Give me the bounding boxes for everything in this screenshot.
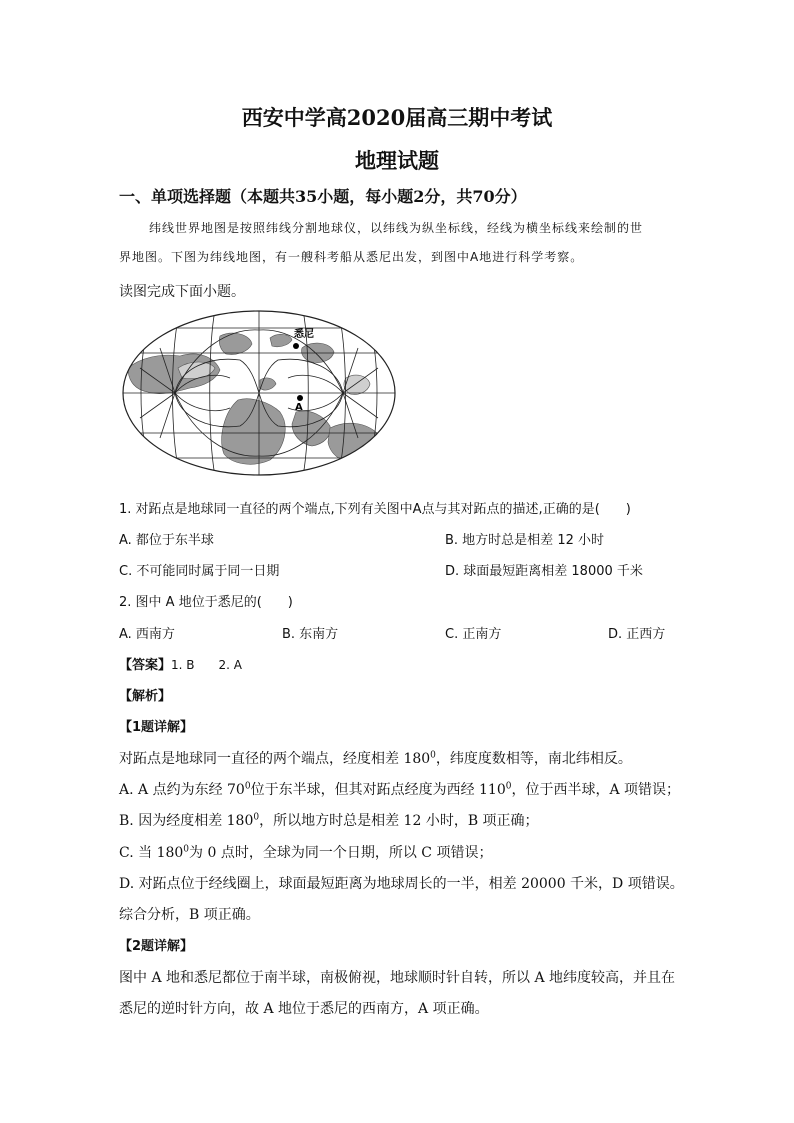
page-title: 西安中学高2020届高三期中考试 — [241, 105, 553, 130]
question-1-option-d: D. 球面最短距离相差 18000 千米 — [445, 564, 643, 579]
question-1-stem: 1. 对跖点是地球同一直径的两个端点,下列有关图中A点与其对跖点的描述,正确的是( ) — [119, 502, 631, 517]
question-2-option-d: D. 正西方 — [608, 627, 666, 642]
analysis-q1-line-6: 综合分析，B 项正确。 — [119, 907, 260, 923]
analysis-label: 【解析】 — [119, 689, 172, 704]
analysis-q1-line-1: 对跖点是地球同一直径的两个端点，经度相差 $180^0$，纬度度数相等，南北纬相反。 — [119, 750, 632, 767]
answer-label: 【答案】 — [119, 658, 172, 673]
sydney-point-icon — [293, 343, 299, 349]
intro-line-1: 纬线世界地图是按照纬线分割地球仪，以纬线为纵坐标线，经线为横坐标线来绘制的世 — [149, 221, 644, 235]
question-1-option-b: B. 地方时总是相差 12 小时 — [445, 533, 604, 548]
answer-row — [119, 654, 242, 673]
intro-line-3: 读图完成下面小题。 — [119, 284, 245, 300]
intro-line-2: 界地图。下图为纬线地图，有一艘科考船从悉尼出发，到图中A地进行科学考察。 — [119, 250, 584, 264]
question-1-option-a: A. 都位于东半球 — [119, 533, 214, 548]
analysis-q1-line-3: B. 因为经度相差 $180^0$，所以地方时总是相差 12 小时，B 项正确； — [119, 812, 539, 829]
analysis-q1-line-2: A. A 点约为东经 $70^0$位于东半球，但其对跖点经度为西经 $110^0$，位于西半球，A 项错误； — [119, 781, 681, 798]
latitude-world-map — [120, 308, 398, 478]
map-grid — [120, 310, 398, 476]
question-2-option-b: B. 东南方 — [282, 627, 339, 642]
question-2-stem: 2. 图中 A 地位于悉尼的( ) — [119, 595, 293, 610]
question-2-option-c: C. 正南方 — [445, 627, 502, 642]
analysis-q2-label: 【2题详解】 — [119, 939, 194, 954]
sydney-label: 悉尼 — [294, 329, 314, 340]
question-2-option-a: A. 西南方 — [119, 627, 175, 642]
answer-text: 1. B 2. A — [171, 658, 242, 672]
section-heading: 一、单项选择题（本题共35小题，每小题2分，共70分） — [119, 187, 527, 206]
question-1-option-c: C. 不可能同时属于同一日期 — [119, 564, 280, 579]
analysis-q2-line-2: 悉尼的逆时针方向，故 A 地位于悉尼的西南方，A 项正确。 — [119, 1001, 489, 1017]
point-a-label: A — [295, 402, 303, 413]
page-subtitle: 地理试题 — [355, 148, 439, 173]
point-a-icon — [297, 395, 303, 401]
analysis-q1-label: 【1题详解】 — [119, 720, 194, 735]
analysis-q1-line-5: D. 对跖点位于经线圈上，球面最短距离为地球周长的一半，相差 20000 千米，D 项错误。 — [119, 876, 684, 892]
analysis-q2-line-1: 图中 A 地和悉尼都位于南半球，南极俯视，地球顺时针自转，所以 A 地纬度较高，并且在 — [119, 970, 676, 986]
analysis-q1-line-4: C. 当 $180^0$为 0 点时，全球为同一个日期，所以 C 项错误； — [119, 844, 493, 861]
